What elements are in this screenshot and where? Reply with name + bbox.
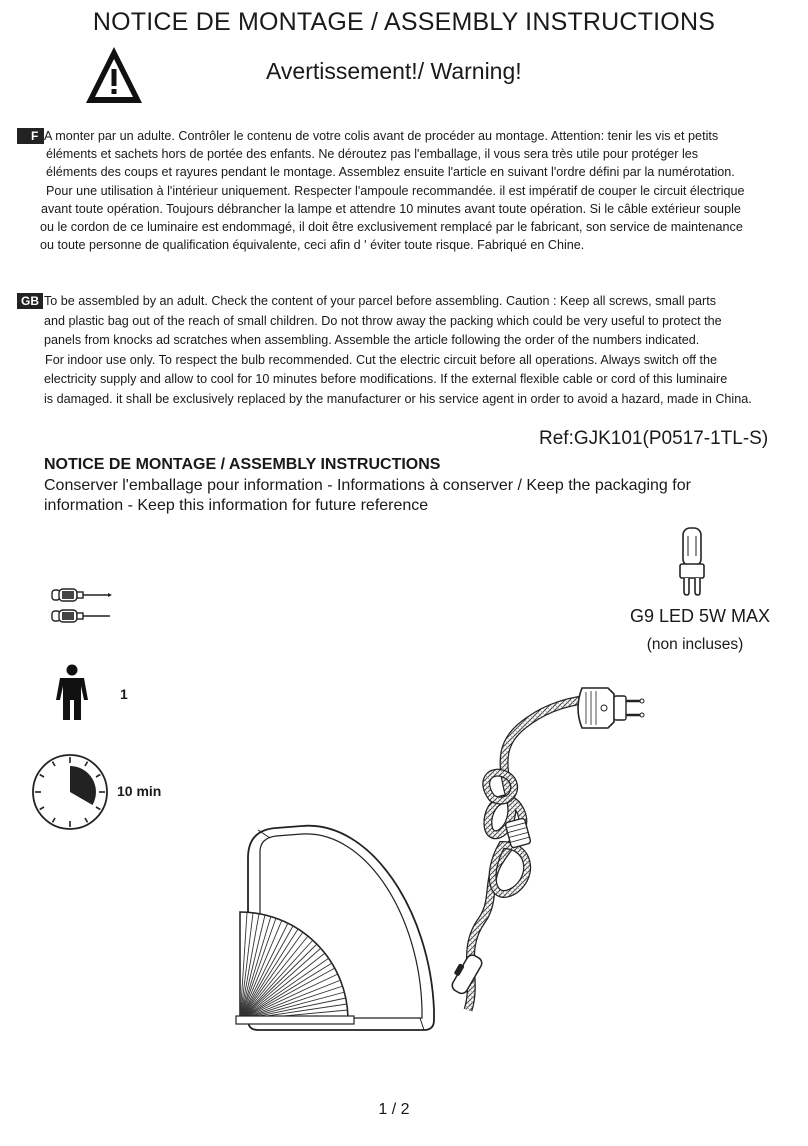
french-line: ou toute personne de qualification équivalente, ceci afin d ' éviter toute risque. Fabriqué en Chine. [40, 238, 585, 253]
section-line: Conserver l'emballage pour information - Informations à conserver / Keep the packaging for [44, 477, 691, 494]
french-line: éléments et sachets hors de portée des enfants. Ne déroutez pas l'emballage, il vous sera très utile pour protéger les [46, 147, 699, 162]
english-line: To be assembled by an adult. Check the content of your parcel before assembling. Caution : Keep all screws, small parts [44, 294, 717, 308]
french-line: Pour une utilisation à l'intérieur uniquement. Respecter l'ampoule recommandée. il est impératif de couper le circuit électrique [46, 183, 745, 198]
section-text [44, 476, 691, 516]
french-paragraph [40, 127, 747, 254]
person-icon [54, 664, 90, 722]
english-line: For indoor use only. To respect the bulb recommended. Cut the electric circuit before all operations. Always switch off the [45, 352, 718, 367]
warning-title: Avertissement!/ Warning! [266, 58, 522, 84]
english-line: electricity supply and allow to cool for 10 minutes before modifications. If the external flexible cable or cord of this luminaire [44, 372, 728, 387]
page-number: 1 / 2 [378, 1101, 410, 1118]
reference-code: Ref:GJK101(P0517-1TL-S) [539, 428, 769, 449]
french-badge: F [17, 128, 44, 144]
english-line: panels from knocks ad scratches when assembling. Assemble the article following the order of the numbers indicated. [44, 333, 700, 348]
wall-lamp-illustration [230, 680, 660, 1060]
section-line: information - Keep this information for future reference [44, 497, 429, 514]
french-line: éléments des coups et rayures pendant le montage. Assemblez ensuite l'article en suivant l'ordre défini par la numérotation. [46, 165, 735, 180]
french-line: ou le cordon de ce luminaire est endommagé, il doit être exclusivement remplacé par le fabricant, son service de maintenance [40, 220, 743, 235]
english-badge: GB [17, 293, 43, 309]
main-title: NOTICE DE MONTAGE / ASSEMBLY INSTRUCTIONS [92, 8, 716, 36]
bulb-spec: G9 LED 5W MAX [629, 606, 771, 626]
screwdriver-icon [50, 586, 114, 628]
persons-count: 1 [120, 686, 128, 702]
clock-icon [30, 752, 110, 832]
english-paragraph [44, 292, 752, 410]
assembly-time: 10 min [117, 783, 162, 799]
french-line: avant toute opération. Toujours débrancher la lampe et attendre 10 minutes avant toute opération. Si le câble extérieur souple [41, 201, 741, 216]
bulb-note: (non incluses) [646, 636, 744, 653]
g9-bulb-icon [674, 526, 710, 596]
english-line: and plastic bag out of the reach of small children. Do not throw away the packing which could be very useful to protect the [44, 313, 722, 328]
section-title: NOTICE DE MONTAGE / ASSEMBLY INSTRUCTIONS [44, 456, 441, 473]
warning-triangle-icon [83, 44, 145, 106]
french-line: A monter par un adulte. Contrôler le contenu de votre colis avant de procéder au montage. Attention: tenir les vis et petits [44, 129, 719, 143]
english-line: is damaged. it shall be exclusively replaced by the manufacturer or his service agent in order to avoid a hazard, made in China. [44, 391, 752, 406]
